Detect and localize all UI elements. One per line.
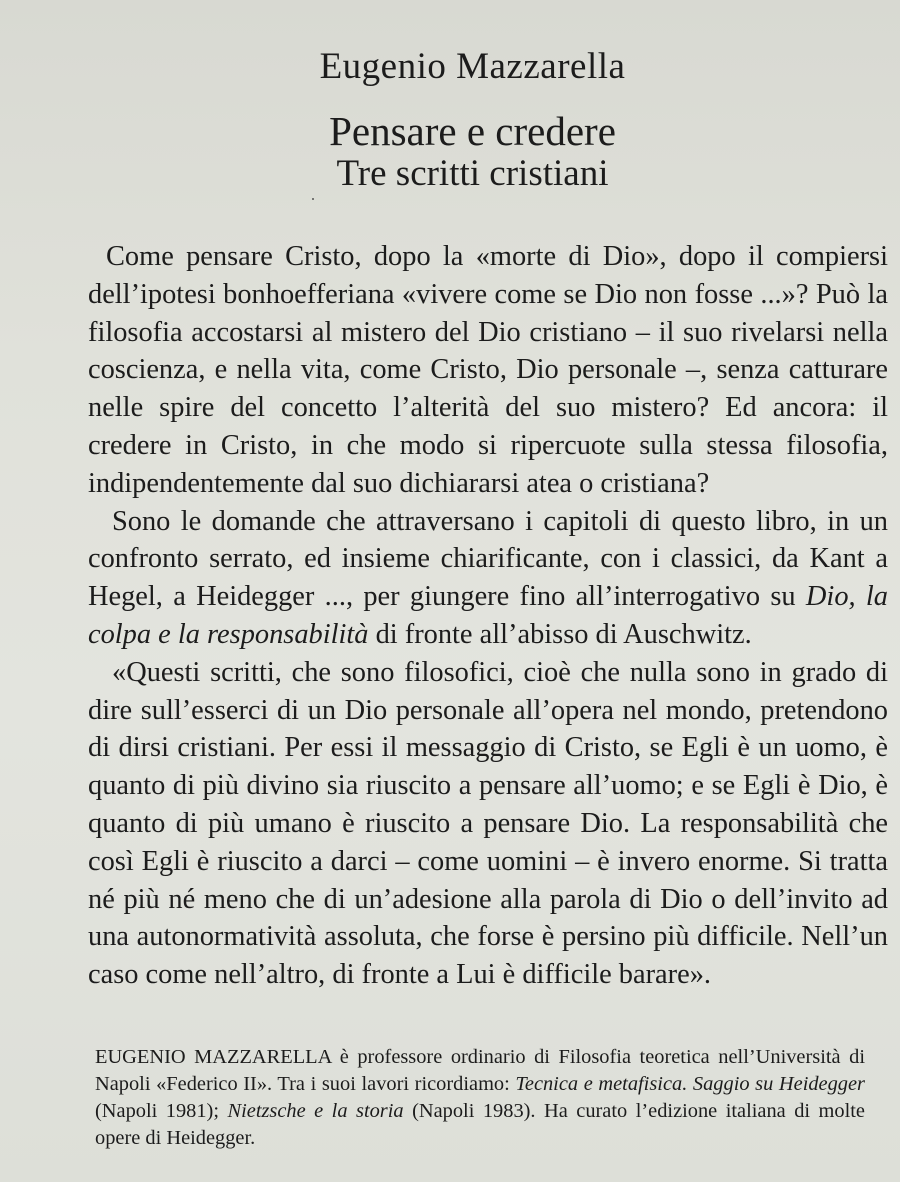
book-subtitle: Tre scritti cristiani <box>336 153 609 194</box>
author-bio-paragraph <box>95 1044 865 1152</box>
print-speck <box>312 198 314 200</box>
book-author: Eugenio Mazzarella <box>319 46 626 87</box>
bio-work-1-note: (Napoli 1981); <box>95 1100 228 1122</box>
blurb-paragraph-3: «Questi scritti, che sono filosofici, cioè che nulla sono in grado di dire sull’esserci di un Dio personale all’opera nel mondo, pretendono di dirsi cristiani. Per essi il messaggio di Cristo, se Egli è un uomo, è quanto di più divino sia riuscito a pensare all’uomo; e se Egli è Dio, è quanto di più umano è riuscito a pensare Dio. La responsabilità che così Egli è riuscito a darci – come uomini – è invero enorme. Si tratta né più né meno che di un’adesione alla parola di Dio o dell’invito ad una autonormatività assoluta, che forse è persino più difficile. Nell’un caso come nell’altro, di fronte a Lui è difficile barare». <box>88 656 888 991</box>
bio-lead: EUGENIO MAZZARELLA è professore ordinario di Filosofia teoretica nell’Università di Napoli «Federico II». Tra i suoi lavori ricordiamo: <box>95 1046 865 1095</box>
book-title: Pensare e credere <box>329 108 616 154</box>
blurb-italic-title: Dio, la colpa e la responsabilità <box>88 581 888 650</box>
blurb-text <box>88 238 888 994</box>
blurb-paragraph-1: Come pensare Cristo, dopo la «morte di Dio», dopo il compiersi dell’ipotesi bonhoefferiana «vivere come se Dio non fosse ...»? Può la filosofia accostarsi al mistero del Dio cristiano – il suo rivelarsi nella coscienza, e nella vita, come Cristo, Dio personale –, senza catturare nelle spire del concetto l’alterità del suo mistero? Ed ancora: il credere in Cristo, in che modo si ripercuote sulla stessa filosofia, indipendentemente dal suo dichiararsi atea o cristiana? <box>88 241 888 499</box>
blurb-paragraph-2-text: Sono le domande che attraversano i capitoli di questo libro, in un confronto serrato, ed insieme chiarificante, con i classici, da Kant a Hegel, a Heidegger ..., per giungere fino all’interrogativo su <box>88 505 888 613</box>
bio-tail: (Napoli 1983). Ha curato l’edizione italiana di molte opere di Heidegger. <box>95 1100 865 1149</box>
bio-work-2: Nietzsche e la storia <box>227 1100 404 1122</box>
bio-work-1: Tecnica e metafisica. Saggio su Heidegger <box>515 1073 865 1095</box>
blurb-paragraph-2-end: di fronte all’abisso di Auschwitz. <box>368 618 752 650</box>
blurb-paragraph-2 <box>88 503 888 654</box>
author-bio <box>95 1044 865 1152</box>
